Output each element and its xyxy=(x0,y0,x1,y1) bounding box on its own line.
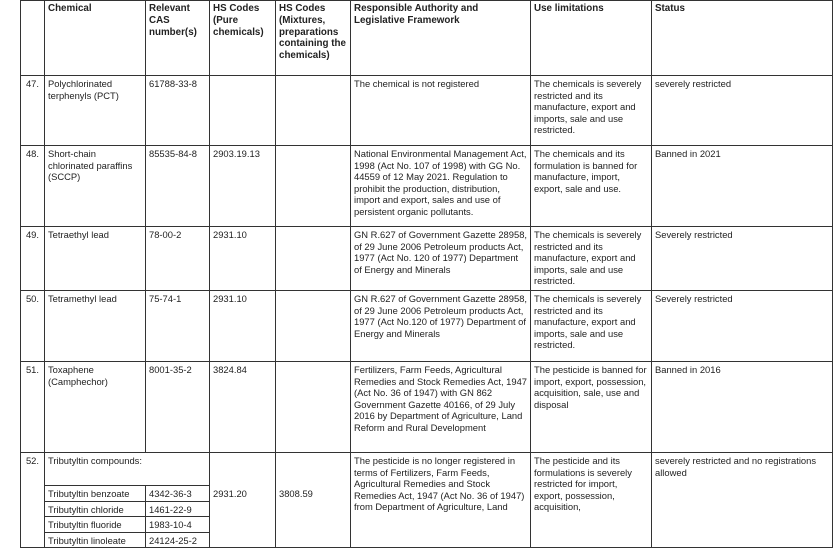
authority-framework: GN R.627 of Government Gazette 28958, of 29 June 2006 Petroleum products Act, 1977 (Act No.120 of 1977) Department of Energy and Minerals xyxy=(351,291,531,362)
chemicals-table xyxy=(20,0,833,548)
table-row xyxy=(21,291,833,362)
sub-chemical-name: Tributyltin fluoride xyxy=(45,517,146,533)
table-row xyxy=(21,146,833,227)
hs-code-pure-empty xyxy=(210,453,276,486)
use-limitations: The chemicals is severely restricted and its manufacture, export and imports, sale and use restricted. xyxy=(531,291,652,362)
header-hs-pure: HS Codes (Pure chemicals) xyxy=(210,1,276,76)
chemical-name: Tetraethyl lead xyxy=(45,227,146,291)
table-row xyxy=(21,227,833,291)
chemical-name: Short-chain chlorinated paraffins (SCCP) xyxy=(45,146,146,227)
authority-framework: The chemical is not registered xyxy=(351,76,531,146)
cas-number: 78-00-2 xyxy=(146,227,210,291)
document-page xyxy=(20,0,832,546)
hs-code-mixtures xyxy=(276,76,351,146)
chemical-name: Polychlorinated terphenyls (PCT) xyxy=(45,76,146,146)
hs-code-mixtures xyxy=(276,227,351,291)
header-row xyxy=(21,1,833,76)
status-text: Severely restricted xyxy=(652,227,833,291)
cas-number: 1983-10-4 xyxy=(146,517,210,533)
status-text: Banned in 2021 xyxy=(652,146,833,227)
hs-code-mixtures: 3808.59 xyxy=(276,486,351,548)
row-number: 50. xyxy=(21,291,45,362)
chemical-name: Toxaphene (Camphechor) xyxy=(45,362,146,453)
sub-chemical-name: Tributyltin chloride xyxy=(45,501,146,517)
authority-framework: Fertilizers, Farm Feeds, Agricultural Remedies and Stock Remedies Act, 1947 (Act No. 36 of 1947) with GN 862 Government Gazette 40166, of 29 July 2016 by Department of Agriculture, Land Reform and Rural Development xyxy=(351,362,531,453)
cas-number: 85535-84-8 xyxy=(146,146,210,227)
hs-code-pure: 2931.20 xyxy=(210,486,276,548)
hs-code-pure: 2931.10 xyxy=(210,291,276,362)
chemical-name: Tributyltin compounds: xyxy=(45,453,210,486)
sub-chemical-name: Tributyltin benzoate xyxy=(45,486,146,502)
use-limitations: The chemicals is severely restricted and its manufacture, export and imports, sale and use restricted. xyxy=(531,227,652,291)
hs-code-pure: 2903.19.13 xyxy=(210,146,276,227)
status-text: Severely restricted xyxy=(652,291,833,362)
use-limitations: The chemicals and its formulation is banned for manufacture, import, export, sale and use. xyxy=(531,146,652,227)
table-row xyxy=(21,76,833,146)
use-limitations: The pesticide and its formulations is severely restricted for import, export, possession, acquisition, xyxy=(531,453,652,548)
header-status: Status xyxy=(652,1,833,76)
cas-number: 8001-35-2 xyxy=(146,362,210,453)
sub-chemical-name: Tributyltin linoleate xyxy=(45,532,146,548)
row-number: 52. xyxy=(21,453,45,548)
row-number: 49. xyxy=(21,227,45,291)
header-chemical: Chemical xyxy=(45,1,146,76)
hs-code-pure: 2931.10 xyxy=(210,227,276,291)
cas-number: 1461-22-9 xyxy=(146,501,210,517)
authority-framework: National Environmental Management Act, 1998 (Act No. 107 of 1998) with GG No. 44559 of 12 May 2021. Regulation to prohibit the production, distribution, import and export, sales and use of persistent organic pollutants. xyxy=(351,146,531,227)
cas-number: 24124-25-2 xyxy=(146,532,210,548)
row-number: 51. xyxy=(21,362,45,453)
table-row xyxy=(21,362,833,453)
cas-number: 61788-33-8 xyxy=(146,76,210,146)
status-text: severely restricted and no registrations allowed xyxy=(652,453,833,548)
hs-code-mixtures xyxy=(276,291,351,362)
authority-framework: The pesticide is no longer registered in terms of Fertilizers, Farm Feeds, Agricultural Remedies and Stock Remedies Act, 1947 (Act No. 36 of 1947) from Department of Agriculture, Land xyxy=(351,453,531,548)
header-authority: Responsible Authority and Legislative Framework xyxy=(351,1,531,76)
table-row xyxy=(21,453,833,486)
header-number xyxy=(21,1,45,76)
hs-code-mixtures xyxy=(276,362,351,453)
authority-framework: GN R.627 of Government Gazette 28958, of 29 June 2006 Petroleum products Act, 1977 (Act No. 120 of 1977) Department of Energy and Minerals xyxy=(351,227,531,291)
use-limitations: The chemicals is severely restricted and its manufacture, export and imports, sale and use restricted. xyxy=(531,76,652,146)
row-number: 48. xyxy=(21,146,45,227)
status-text: Banned in 2016 xyxy=(652,362,833,453)
hs-code-pure xyxy=(210,76,276,146)
header-hs-mixtures: HS Codes (Mixtures, preparations containing the chemicals) xyxy=(276,1,351,76)
use-limitations: The pesticide is banned for import, export, possession, acquisition, sale, use and disposal xyxy=(531,362,652,453)
hs-code-mixtures xyxy=(276,146,351,227)
header-cas: Relevant CAS number(s) xyxy=(146,1,210,76)
chemical-name: Tetramethyl lead xyxy=(45,291,146,362)
cas-number: 4342-36-3 xyxy=(146,486,210,502)
header-use-limitations: Use limitations xyxy=(531,1,652,76)
row-number: 47. xyxy=(21,76,45,146)
hs-code-mixtures-empty xyxy=(276,453,351,486)
cas-number: 75-74-1 xyxy=(146,291,210,362)
status-text: severely restricted xyxy=(652,76,833,146)
hs-code-pure: 3824.84 xyxy=(210,362,276,453)
